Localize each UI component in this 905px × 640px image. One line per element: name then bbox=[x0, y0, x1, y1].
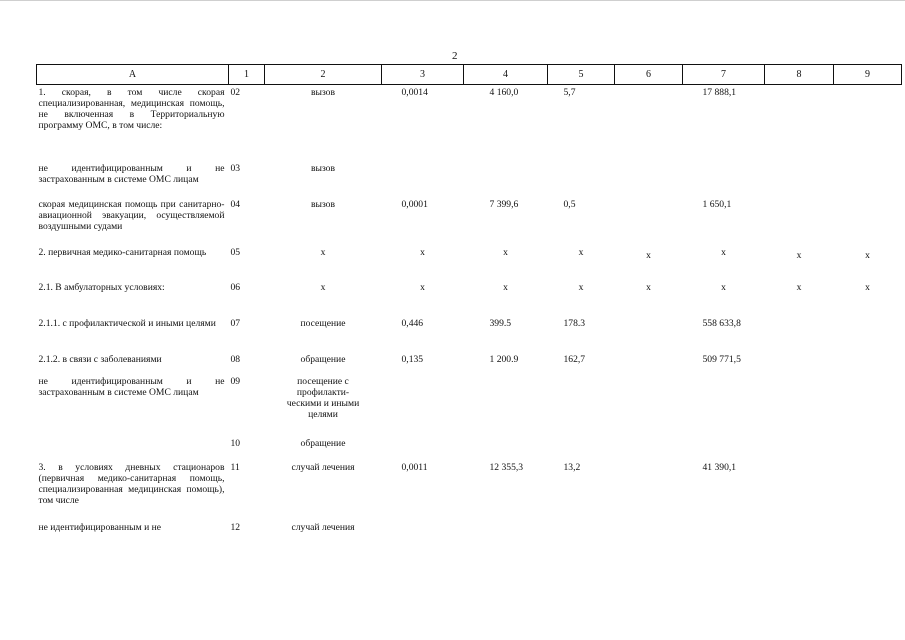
cell-col6 bbox=[615, 352, 683, 374]
page-number: 2 bbox=[452, 50, 458, 62]
cell-col5 bbox=[548, 520, 615, 540]
cell-col8 bbox=[765, 85, 834, 161]
cell-col4: 399.5 bbox=[489, 317, 512, 329]
row-code: 06 bbox=[230, 281, 241, 293]
cell-col6 bbox=[615, 161, 683, 197]
row-unit: обращение bbox=[300, 353, 346, 365]
cell-col7: 509 771,5 bbox=[702, 353, 741, 365]
cell-col7 bbox=[683, 436, 765, 460]
cell-col5: 5,7 bbox=[563, 87, 576, 98]
cell-col9: х bbox=[865, 281, 870, 293]
cell-col9 bbox=[834, 85, 902, 161]
row-code: 02 bbox=[230, 87, 241, 98]
cell-col8 bbox=[765, 352, 834, 374]
column-header-7: 7 bbox=[683, 65, 765, 85]
cell-col9 bbox=[834, 316, 902, 352]
cell-col6 bbox=[615, 374, 683, 436]
data-table bbox=[36, 64, 902, 540]
cell-col3: х bbox=[420, 281, 425, 293]
row-code: 09 bbox=[230, 375, 241, 387]
cell-col5: 178.3 bbox=[563, 317, 586, 329]
cell-col3: 0,135 bbox=[401, 353, 424, 365]
row-code: 04 bbox=[230, 198, 241, 210]
table-row bbox=[37, 374, 902, 436]
cell-col7: 41 390,1 bbox=[702, 461, 737, 473]
column-header-3: 3 bbox=[382, 65, 464, 85]
cell-col4: х bbox=[503, 281, 508, 293]
cell-col4: 7 399,6 bbox=[489, 198, 519, 210]
cell-col6 bbox=[615, 520, 683, 540]
cell-col7: х bbox=[721, 246, 726, 258]
row-name bbox=[37, 436, 229, 460]
cell-col5: 162,7 bbox=[563, 353, 586, 365]
column-header-6: 6 bbox=[615, 65, 683, 85]
table-row bbox=[37, 245, 902, 280]
table-header-row bbox=[37, 65, 902, 85]
cell-col4: 4 160,0 bbox=[489, 87, 519, 98]
row-name: не идентифицированным и не застрахованным в системе ОМС лицам bbox=[38, 375, 225, 398]
cell-col5 bbox=[548, 161, 615, 197]
cell-col7: 1 650,1 bbox=[702, 198, 732, 210]
cell-col9 bbox=[834, 161, 902, 197]
row-unit: посещение bbox=[300, 317, 346, 329]
table-row bbox=[37, 460, 902, 520]
table-row bbox=[37, 280, 902, 316]
cell-col9 bbox=[834, 197, 902, 245]
cell-col3 bbox=[382, 161, 464, 197]
cell-col5: 0,5 bbox=[563, 198, 576, 210]
cell-col4 bbox=[464, 520, 548, 540]
cell-col8: х bbox=[796, 281, 802, 293]
row-code: 07 bbox=[230, 317, 241, 329]
cell-col7: х bbox=[721, 281, 726, 293]
table-row bbox=[37, 520, 902, 540]
cell-col7: 17 888,1 bbox=[702, 87, 737, 98]
row-code: 11 bbox=[230, 461, 240, 473]
table-row bbox=[37, 161, 902, 197]
cell-col3: 0,0014 bbox=[401, 87, 428, 98]
row-unit: обращение bbox=[300, 437, 346, 449]
row-unit: х bbox=[320, 281, 326, 293]
cell-col9 bbox=[834, 520, 902, 540]
cell-col7 bbox=[683, 374, 765, 436]
cell-col8: х bbox=[796, 249, 802, 261]
cell-col6 bbox=[615, 197, 683, 245]
row-code: 05 bbox=[230, 246, 241, 258]
column-header-8: 8 bbox=[765, 65, 834, 85]
cell-col8 bbox=[765, 197, 834, 245]
column-header-2: 2 bbox=[265, 65, 382, 85]
row-unit: вызов bbox=[310, 87, 336, 98]
cell-col9 bbox=[834, 352, 902, 374]
column-header-9: 9 bbox=[834, 65, 902, 85]
cell-col3 bbox=[382, 520, 464, 540]
cell-col4: х bbox=[503, 246, 508, 258]
cell-col6: х bbox=[646, 249, 651, 261]
cell-col4 bbox=[464, 161, 548, 197]
cell-col3: 0,0001 bbox=[401, 198, 428, 210]
cell-col4 bbox=[464, 374, 548, 436]
cell-col3 bbox=[382, 436, 464, 460]
cell-col9 bbox=[834, 436, 902, 460]
row-name: 1. скорая, в том числе скорая специализированная, медицинская помощь, не включенная в Территориальную программу ОМС, в том числе: bbox=[38, 87, 225, 131]
row-unit: случай лечения bbox=[291, 461, 355, 473]
cell-col6: х bbox=[646, 281, 651, 293]
row-name: 2.1.1. с профилактической и иными целями bbox=[38, 317, 216, 329]
column-header-4: 4 bbox=[464, 65, 548, 85]
row-code: 10 bbox=[230, 437, 241, 449]
column-header-1: 1 bbox=[229, 65, 265, 85]
cell-col7 bbox=[683, 161, 765, 197]
cell-col5: 13,2 bbox=[563, 461, 581, 473]
cell-col3: 0,446 bbox=[401, 317, 424, 329]
cell-col8 bbox=[765, 161, 834, 197]
cell-col4 bbox=[464, 436, 548, 460]
row-name: 3. в условиях дневных стационаров (первичная медико-санитарная помощь, специализированная медицинская помощь), том числе bbox=[38, 461, 225, 506]
row-unit: вызов bbox=[310, 162, 336, 174]
row-unit: вызов bbox=[310, 198, 336, 210]
cell-col6 bbox=[615, 436, 683, 460]
cell-col3: 0,0011 bbox=[401, 461, 428, 473]
cell-col7: 558 633,8 bbox=[702, 317, 741, 329]
table-row bbox=[37, 436, 902, 460]
scan-top-edge bbox=[0, 0, 905, 1]
cell-col8 bbox=[765, 460, 834, 520]
column-header-a: А bbox=[37, 65, 229, 85]
cell-col5 bbox=[548, 436, 615, 460]
row-unit: посещение с профилакти-ческими и иными целями bbox=[286, 375, 360, 420]
row-name: 2. первичная медико-санитарная помощь bbox=[38, 246, 207, 258]
cell-col9: х bbox=[865, 249, 870, 261]
cell-col9 bbox=[834, 460, 902, 520]
cell-col5: х bbox=[578, 246, 584, 258]
row-code: 08 bbox=[230, 353, 241, 365]
cell-col3 bbox=[382, 374, 464, 436]
table-row bbox=[37, 352, 902, 374]
cell-col8 bbox=[765, 520, 834, 540]
row-code: 03 bbox=[230, 162, 241, 174]
table-row bbox=[37, 316, 902, 352]
row-name: не идентифицированным и не bbox=[38, 521, 162, 533]
cell-col4: 1 200.9 bbox=[489, 353, 519, 365]
cell-col7 bbox=[683, 520, 765, 540]
cell-col6 bbox=[615, 85, 683, 161]
cell-col3: х bbox=[420, 246, 425, 258]
row-name: 2.1.2. в связи с заболеваниями bbox=[38, 353, 162, 365]
table-row bbox=[37, 197, 902, 245]
table-row bbox=[37, 85, 902, 161]
cell-col8 bbox=[765, 374, 834, 436]
cell-col6 bbox=[615, 316, 683, 352]
row-name: не идентифицированным и не застрахованным в системе ОМС лицам bbox=[38, 162, 225, 185]
cell-col4: 12 355,3 bbox=[489, 461, 524, 473]
row-code: 12 bbox=[230, 521, 241, 533]
cell-col8 bbox=[765, 316, 834, 352]
cell-col5 bbox=[548, 374, 615, 436]
column-header-5: 5 bbox=[548, 65, 615, 85]
row-unit: случай лечения bbox=[291, 521, 355, 533]
cell-col8 bbox=[765, 436, 834, 460]
row-unit: х bbox=[320, 246, 326, 258]
cell-col9 bbox=[834, 374, 902, 436]
cell-col5: х bbox=[578, 281, 584, 293]
row-name: скорая медицинская помощь при санитарно-авиационной эвакуации, осуществляемой воздушными судами bbox=[38, 198, 225, 232]
row-name: 2.1. В амбулаторных условиях: bbox=[38, 281, 165, 293]
cell-col6 bbox=[615, 460, 683, 520]
